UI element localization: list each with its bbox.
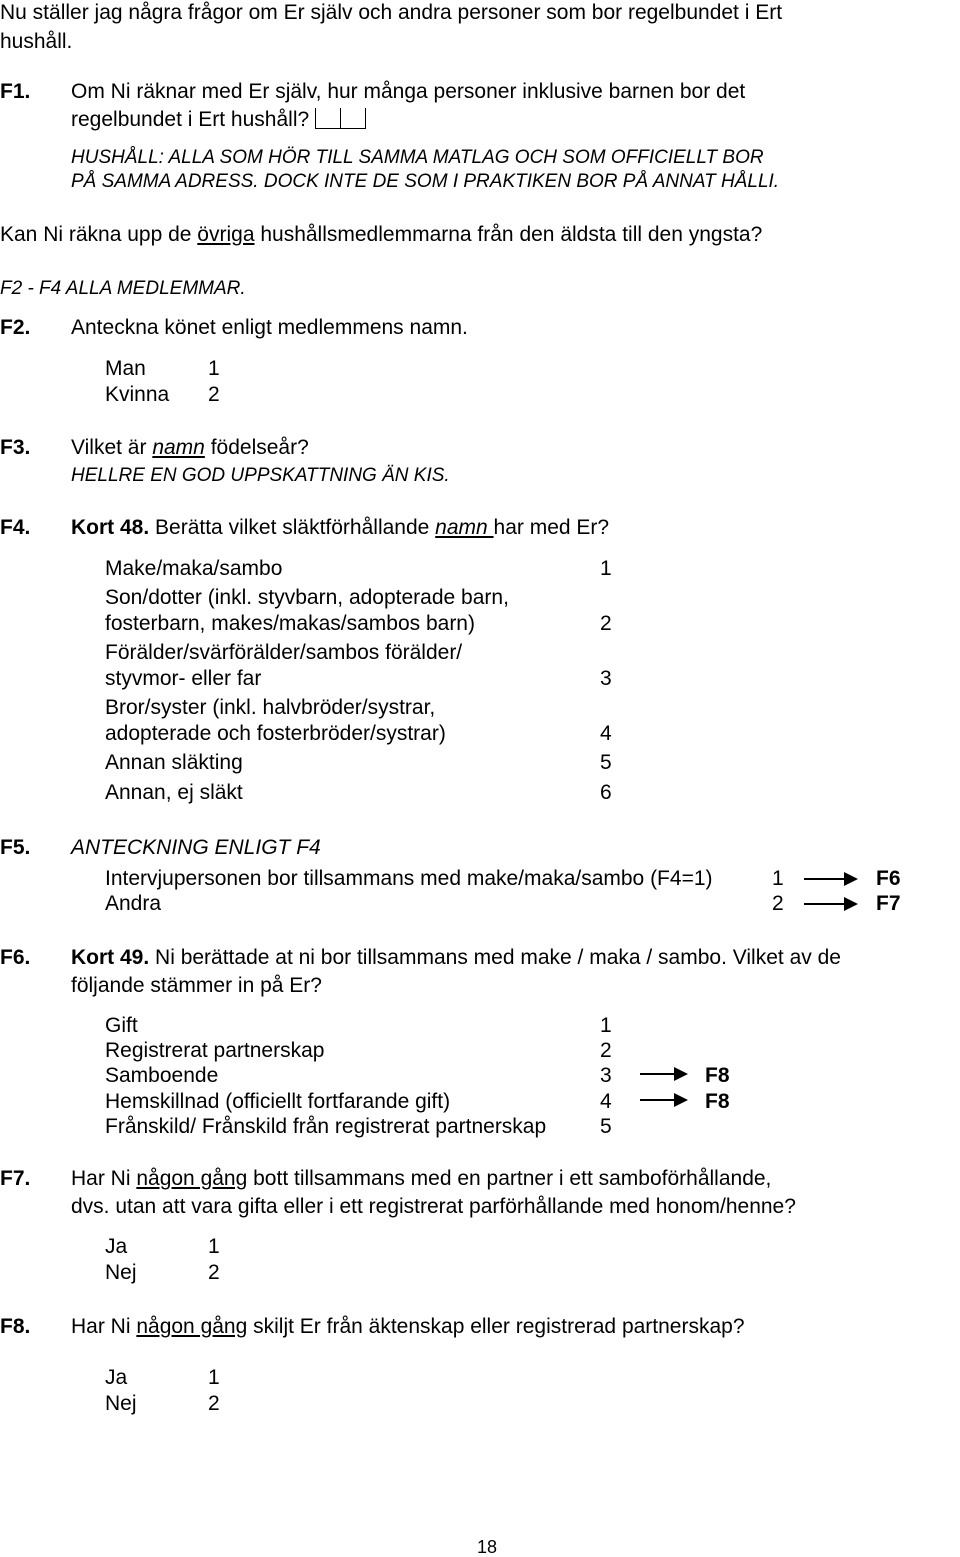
f4-option-code: 4 — [600, 722, 612, 745]
f6-option-code: 3 — [600, 1064, 612, 1087]
f4-question: Kort 48. Berätta vilket släktförhållande namn har med Er? — [71, 516, 610, 539]
f8-option-label[interactable]: Nej — [105, 1392, 137, 1415]
f6-skip-target: F8 — [705, 1090, 730, 1113]
f2-question: Anteckna könet enligt medlemmens namn. — [71, 316, 468, 339]
intro-line-2: hushåll. — [0, 30, 73, 53]
f6-option-code: 2 — [600, 1039, 612, 1062]
question-number-f8: F8. — [0, 1315, 31, 1338]
f8-option-label[interactable]: Ja — [105, 1366, 128, 1389]
f1-answer-boxes[interactable] — [315, 108, 366, 131]
f4-option-label[interactable]: Annan, ej släkt — [105, 781, 243, 804]
f2-option-code: 1 — [208, 357, 220, 380]
f7-option-code: 1 — [208, 1235, 220, 1258]
question-number-f2: F2. — [0, 316, 31, 339]
f4-option-code: 1 — [600, 557, 612, 580]
f6-option-code: 5 — [600, 1115, 612, 1138]
f4-option-label[interactable]: Son/dotter (inkl. styvbarn, adopterade barn, — [105, 586, 509, 609]
f4-option-code: 5 — [600, 751, 612, 774]
question-number-f6: F6. — [0, 946, 31, 969]
f5-option-code: 2 — [772, 892, 784, 915]
f8-question: Har Ni någon gång skiljt Er från äktenskap eller registrerad partnerskap? — [71, 1315, 745, 1338]
f6-option-label[interactable]: Frånskild/ Frånskild från registrerat partnerskap — [105, 1115, 547, 1138]
f6-option-label[interactable]: Samboende — [105, 1064, 219, 1087]
f3-interviewer-note: HELLRE EN GOD UPPSKATTNING ÄN KIS. — [71, 465, 450, 486]
f7-option-label[interactable]: Ja — [105, 1235, 128, 1258]
f1-question-line-2: regelbundet i Ert hushåll? — [71, 108, 366, 130]
f4-option-code: 6 — [600, 781, 612, 804]
f7-question-line-1: Har Ni någon gång bott tillsammans med en partner i ett samboförhållande, — [71, 1167, 772, 1190]
f8-option-code: 2 — [208, 1392, 220, 1415]
f6-option-label[interactable]: Hemskillnad (officiellt fortfarande gift) — [105, 1090, 451, 1113]
f5-skip-target: F6 — [876, 867, 901, 890]
f2-f4-note: F2 - F4 ALLA MEDLEMMAR. — [0, 278, 246, 299]
f8-option-code: 1 — [208, 1366, 220, 1389]
f4-option-code: 3 — [600, 667, 612, 690]
skip-arrow-icon — [640, 1099, 684, 1101]
f4-option-label[interactable]: Annan släkting — [105, 751, 243, 774]
f7-option-label[interactable]: Nej — [105, 1261, 137, 1284]
f6-option-code: 4 — [600, 1090, 612, 1113]
f7-option-code: 2 — [208, 1261, 220, 1284]
f2-option-code: 2 — [208, 383, 220, 406]
f4-option-label-cont[interactable]: styvmor- eller far — [105, 667, 262, 690]
f4-option-label[interactable]: Bror/syster (inkl. halvbröder/systrar, — [105, 696, 436, 719]
f4-option-label-cont[interactable]: fosterbarn, makes/makas/sambos barn) — [105, 612, 475, 635]
f3-question: Vilket är namn födelseår? — [71, 436, 309, 459]
f6-question-line-2: följande stämmer in på Er? — [71, 974, 322, 997]
question-number-f1: F1. — [0, 80, 31, 103]
f2-option-label[interactable]: Kvinna — [105, 383, 170, 406]
f1-question-line-1: Om Ni räknar med Er själv, hur många personer inklusive barnen bor det — [71, 80, 746, 103]
f4-option-label[interactable]: Förälder/svärförälder/sambos förälder/ — [105, 641, 463, 664]
skip-arrow-icon — [804, 903, 854, 905]
f4-option-code: 2 — [600, 612, 612, 635]
f6-option-code: 1 — [600, 1014, 612, 1037]
f5-interviewer-note: ANTECKNING ENLIGT F4 — [71, 836, 321, 859]
f7-question-line-2: dvs. utan att vara gifta eller i ett registrerat parförhållande med honom/henne? — [71, 1195, 796, 1218]
question-number-f4: F4. — [0, 516, 31, 539]
f6-question-line-1: Kort 49. Ni berättade at ni bor tillsammans med make / maka / sambo. Vilket av de — [71, 946, 841, 969]
f5-option-label[interactable]: Intervjupersonen bor tillsammans med make/maka/sambo (F4=1) — [105, 867, 713, 890]
f5-option-code: 1 — [772, 867, 784, 890]
f4-option-label[interactable]: Make/maka/sambo — [105, 557, 283, 580]
skip-arrow-icon — [804, 878, 854, 880]
f4-option-label-cont[interactable]: adopterade och fosterbröder/systrar) — [105, 722, 446, 745]
f5-option-label[interactable]: Andra — [105, 892, 162, 915]
household-listing-instruction: Kan Ni räkna upp de övriga hushållsmedlemmarna från den äldsta till den yngsta? — [0, 223, 763, 246]
f6-option-label[interactable]: Gift — [105, 1014, 138, 1037]
f1-interviewer-note-2: PÅ SAMMA ADRESS. DOCK INTE DE SOM I PRAKTIKEN BOR PÅ ANNAT HÅLLI. — [71, 171, 780, 192]
f5-skip-target: F7 — [876, 892, 901, 915]
skip-arrow-icon — [640, 1073, 684, 1075]
f1-interviewer-note-1: HUSHÅLL: ALLA SOM HÖR TILL SAMMA MATLAG OCH SOM OFFICIELLT BOR — [71, 147, 764, 168]
intro-line-1: Nu ställer jag några frågor om Er själv och andra personer som bor regelbundet i Ert — [0, 1, 783, 24]
question-number-f7: F7. — [0, 1167, 31, 1190]
question-number-f3: F3. — [0, 436, 31, 459]
f2-option-label[interactable]: Man — [105, 357, 146, 380]
page-number: 18 — [477, 1537, 498, 1557]
question-number-f5: F5. — [0, 836, 31, 859]
f6-skip-target: F8 — [705, 1064, 730, 1087]
f6-option-label[interactable]: Registrerat partnerskap — [105, 1039, 325, 1062]
